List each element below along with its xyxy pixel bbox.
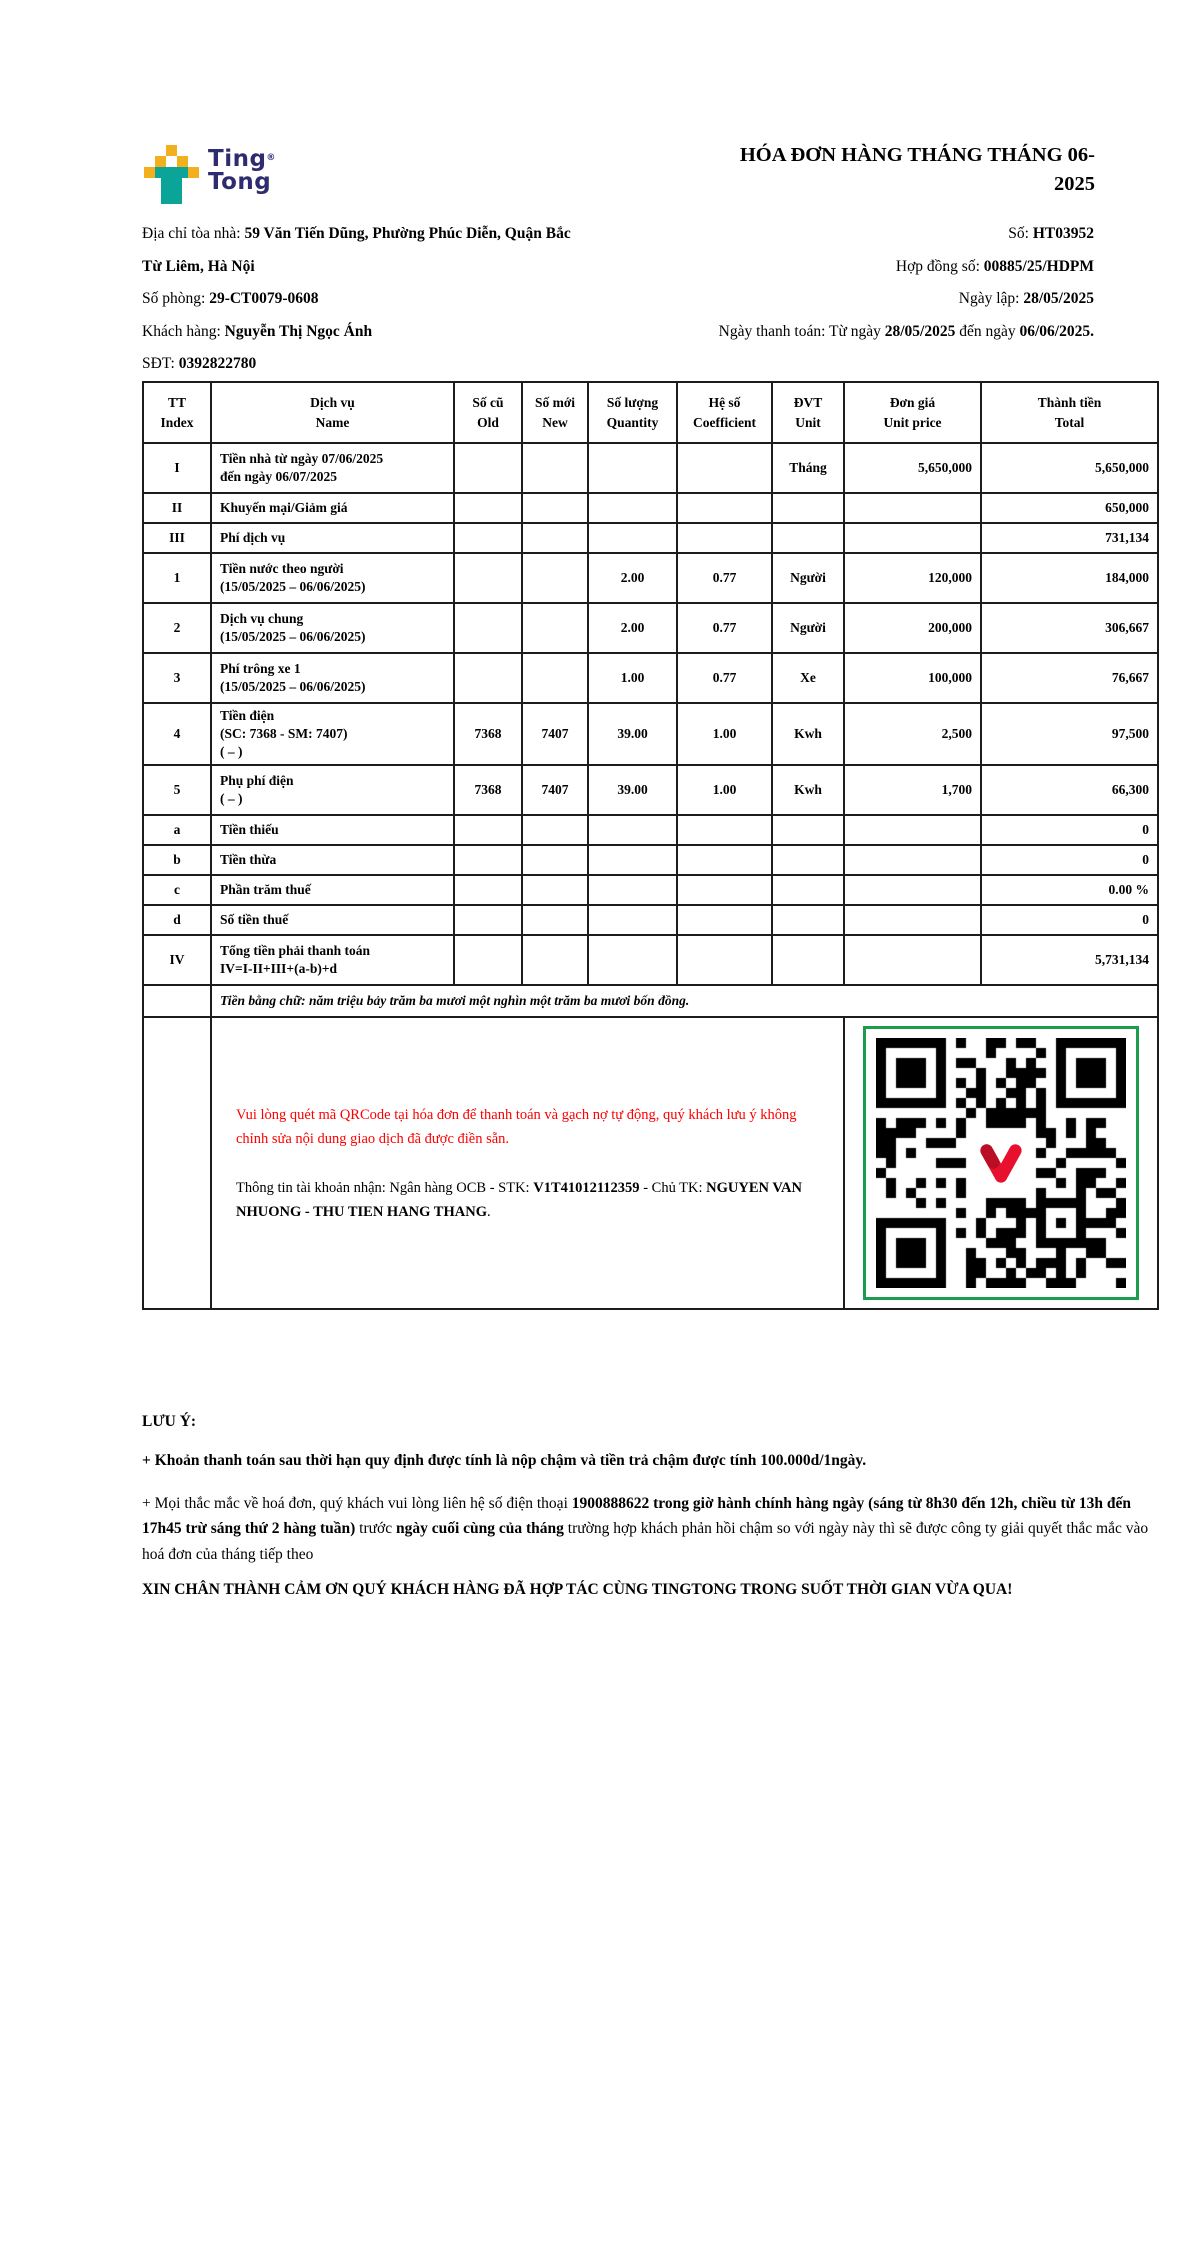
invoice-table [142,381,1159,1310]
cell-old [454,443,522,493]
cell-new: 7407 [522,765,588,815]
phone-line: SĐT: 0392822780 [142,355,257,372]
cell-name: Tiền nhà từ ngày 07/06/2025 đến ngày 06/07/2025 [211,443,454,493]
col-header-name: Dịch vụ Name [211,382,454,443]
table-row [143,493,1158,523]
qr-cell [844,1017,1158,1309]
cell-name: Tiền thừa [211,845,454,875]
cell-total: 650,000 [981,493,1158,523]
cell-total: 66,300 [981,765,1158,815]
table-row [143,523,1158,553]
qr-code-frame [863,1026,1139,1300]
cell-name: Tiền nước theo người (15/05/2025 – 06/06/2025) [211,553,454,603]
cell-total: 97,500 [981,703,1158,765]
building-address-line2: Từ Liêm, Hà Nội [142,257,255,275]
qr-code [876,1038,1126,1288]
cell-name: Tổng tiền phải thanh toán IV=I-II+III+(a-b)+d [211,935,454,985]
issue-date-line: Ngày lập: 28/05/2025 [958,290,1094,307]
cell-index: 1 [143,553,211,603]
cell-total: 184,000 [981,553,1158,603]
logo-square [188,167,199,178]
cell-total: 306,667 [981,603,1158,653]
room-number-line: Số phòng: 29-CT0079-0608 [142,290,319,307]
cell-unit: Kwh [772,703,844,765]
table-row [143,905,1158,935]
col-header-quantity: Số lượng Quantity [588,382,677,443]
cell-name: Phí dịch vụ [211,523,454,553]
cell-old: 7368 [454,765,522,815]
table-row [143,875,1158,905]
cell-qty: 39.00 [588,765,677,815]
col-header-new: Số mới New [522,382,588,443]
title-line1: HÓA ĐƠN HÀNG THÁNG THÁNG 06- [739,144,1095,166]
cell-total: 76,667 [981,653,1158,703]
cell-unit: Người [772,603,844,653]
account-info-text: Thông tin tài khoản nhận: Ngân hàng OCB - STK: V1T41012112359 - Chủ TK: NGUYEN VAN NHUONG - THU TIEN HANG THANG. [236,1179,802,1220]
logo-line2: Tong [208,169,272,195]
table-row [143,553,1158,603]
cell-price: 2,500 [844,703,981,765]
cell-total: 5,650,000 [981,443,1158,493]
cell-unit: Người [772,553,844,603]
logo-square [155,156,166,167]
cell-name: Phần trăm thuế [211,875,454,905]
qr-center-logo [974,1136,1028,1190]
table-header-row [143,382,1158,443]
contact-note: + Mọi thắc mắc về hoá đơn, quý khách vui lòng liên hệ số điện thoại 1900888622 trong giờ hành chính hàng ngày (sáng từ 8h30 đến 12h, chiều từ 13h đến 17h45 trừ sáng thứ 2 hàng tuần) trước ngày cuối cùng của tháng trường hợp khách phản hồi chậm so với ngày này thì sẽ được công ty giải quyết thắc mắc vào hoá đơn của tháng tiếp theo [142,1494,1149,1563]
cell-name: Phụ phí điện ( – ) [211,765,454,815]
v-logo-icon [978,1140,1024,1186]
payment-instructions [211,1017,844,1309]
qr-notice-text: Vui lòng quét mã QRCode tại hóa đơn để thanh toán và gạch nợ tự động, quý khách lưu ý không chỉnh sửa nội dung giao dịch đã được điền sẵn. [236,1106,797,1147]
cell-total: 0 [981,845,1158,875]
logo-square [144,167,155,178]
cell-price: 100,000 [844,653,981,703]
cell-price: 120,000 [844,553,981,603]
cell-total: 0.00 % [981,875,1158,905]
cell-coef: 0.77 [677,603,772,653]
cell-name: Khuyến mại/Giảm giá [211,493,454,523]
cell-total: 0 [981,815,1158,845]
cell-qty: 39.00 [588,703,677,765]
cell-index: 5 [143,765,211,815]
cell-qty: 2.00 [588,553,677,603]
tingtong-logo-text [208,147,276,194]
col-header-unit: ĐVT Unit [772,382,844,443]
cell-price: 200,000 [844,603,981,653]
cell-name: Tiền điện (SC: 7368 - SM: 7407) ( – ) [211,703,454,765]
cell-qty: 2.00 [588,603,677,653]
table-row [143,765,1158,815]
invoice-title [615,141,1095,199]
cell-unit: Tháng [772,443,844,493]
qr-row [143,1017,1158,1309]
cell-index: a [143,815,211,845]
logo-bar [155,167,188,178]
cell-index: b [143,845,211,875]
cell-unit: Kwh [772,765,844,815]
tingtong-logo-icon [144,145,200,205]
cell-index: d [143,905,211,935]
cell-index: III [143,523,211,553]
table-row [143,815,1158,845]
customer-name-line: Khách hàng: Nguyễn Thị Ngọc Ánh [142,322,373,340]
logo-line1: Ting [208,146,267,172]
cell-coef: 0.77 [677,553,772,603]
invoice-number-line: Số: HT03952 [1008,225,1094,242]
cell-index: 4 [143,703,211,765]
cell-price: 5,650,000 [844,443,981,493]
cell-new: 7407 [522,703,588,765]
cell-index: II [143,493,211,523]
col-header-old: Số cũ Old [454,382,522,443]
cell-coef [677,443,772,493]
amount-in-words-row [143,985,1158,1017]
col-header-coefficient: Hệ số Coefficient [677,382,772,443]
table-row [143,653,1158,703]
col-header-index: TT Index [143,382,211,443]
cell-total: 0 [981,905,1158,935]
cell-new [522,443,588,493]
cell-index: 3 [143,653,211,703]
cell-total: 731,134 [981,523,1158,553]
table-row [143,703,1158,765]
cell-coef: 1.00 [677,765,772,815]
logo-stem [161,178,182,204]
payment-period-line: Ngày thanh toán: Từ ngày 28/05/2025 đến ngày 06/06/2025. [718,322,1094,340]
cell-qty [588,443,677,493]
cell-index: I [143,443,211,493]
note-title: LƯU Ý: [142,1413,197,1430]
contract-number-line: Hợp đồng số: 00885/25/HDPM [895,257,1094,275]
cell-qty: 1.00 [588,653,677,703]
cell-index: 2 [143,603,211,653]
building-address-line: Địa chỉ tòa nhà: 59 Văn Tiến Dũng, Phường Phúc Diễn, Quận Bắc [142,225,571,242]
col-header-unit-price: Đơn giá Unit price [844,382,981,443]
cell-index: IV [143,935,211,985]
table-row [143,443,1158,493]
cell-total: 5,731,134 [981,935,1158,985]
cell-coef: 1.00 [677,703,772,765]
cell-name: Phí trông xe 1 (15/05/2025 – 06/06/2025) [211,653,454,703]
cell-unit: Xe [772,653,844,703]
logo-square [177,156,188,167]
cell-coef: 0.77 [677,653,772,703]
table-row [143,603,1158,653]
logo-square [166,145,177,156]
registered-mark: ® [266,153,276,163]
table-row [143,845,1158,875]
table-row-grand-total [143,935,1158,985]
thank-you-note: XIN CHÂN THÀNH CẢM ƠN QUÝ KHÁCH HÀNG ĐÃ HỢP TÁC CÙNG TINGTONG TRONG SUỐT THỜI GIAN VỪA QUA! [142,1581,1013,1598]
footer-notes [142,1413,1158,1619]
cell-name: Tiền thiếu [211,815,454,845]
col-header-total: Thành tiền Total [981,382,1158,443]
amount-in-words: Tiền bằng chữ: năm triệu bảy trăm ba mươi một nghìn một trăm ba mươi bốn đồng. [211,985,1158,1017]
cell-name: Dịch vụ chung (15/05/2025 – 06/06/2025) [211,603,454,653]
cell-name: Số tiền thuế [211,905,454,935]
cell-old: 7368 [454,703,522,765]
late-payment-note: + Khoản thanh toán sau thời hạn quy định được tính là nộp chậm và tiền trả chậm được tính 100.000d/1ngày. [142,1452,867,1469]
cell-price: 1,700 [844,765,981,815]
title-line2: 2025 [1054,173,1095,195]
invoice-meta [534,218,1094,348]
cell-index: c [143,875,211,905]
